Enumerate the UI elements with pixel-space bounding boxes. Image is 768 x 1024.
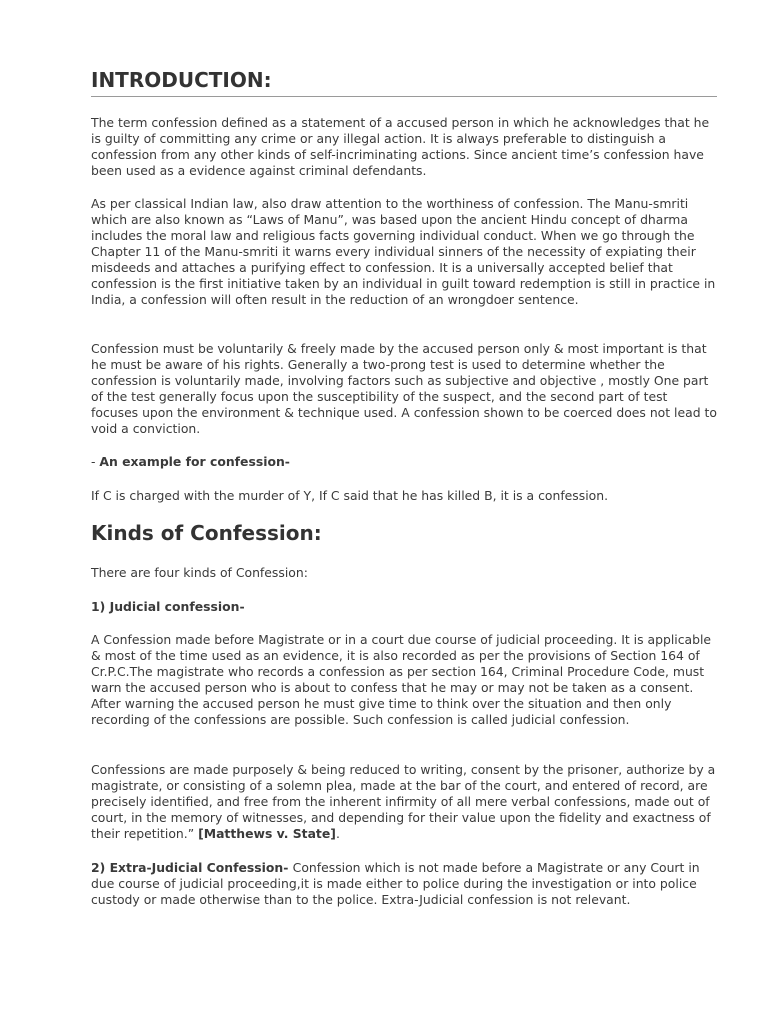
intro-paragraph-3: Confession must be voluntarily & freely made by the accused person only & most important is that he must be aware of his rights. Generally a two-prong test is used to determine whether the confession is voluntarily made, involving factors such as subjective and objective , mostly One part of the test generally focus upon the susceptibility of the suspect, and the second part of test focuses upon the environment & technique used. A confession shown to be coerced does not lead to void a conviction. [91,341,717,436]
intro-paragraph-2: As per classical Indian law, also draw attention to the worthiness of confession. The Manu-smriti which are also known as “Laws of Manu”, was based upon the ancient Hindu concept of dharma includes the moral law and religious facts governing individual conduct. When we go through the Chapter 11 of the Manu-smriti it warns every individual sinners of the necessity of expiating their misdeeds and attaches a purifying effect to confession. It is a universally accepted belief that confession is the first initiative taken by an individual in guilt toward redemption is still in practice in India, a confession will often result in the reduction of an wrongdoer sentence. [91,196,716,307]
example-prefix: - [91,454,100,469]
judicial-paragraph-2-text: Confessions are made purposely & being reduced to writing, consent by the prisoner, authorize by a magistrate, or consisting of a solemn plea, made at the bar of the court, and entered of record, are precisely identified, and free from the inherent infirmity of all mere verbal confessions, made out of court, in the memory of witnesses, and depending for their value upon the fidelity and exactness of their repetition.” [91,762,716,841]
example-label: An example for confession- [99,454,290,469]
extra-judicial-paragraph [91,860,717,908]
intro-heading: INTRODUCTION: [91,68,717,97]
judicial-paragraph-2 [91,762,717,842]
example-heading [91,454,717,470]
extra-judicial-text: Confession which is not made before a Magistrate or any Court in due course of judicial proceeding,it is made either to police during the investigation or into police custody or made otherwise than to the police. Extra-Judicial confession is not relevant. [91,860,700,907]
judicial-paragraph-1: A Confession made before Magistrate or in a court due course of judicial proceeding. It is applicable & most of the time used as an evidence, it is also recorded as per the provisions of Section 164 of Cr.P.C.The magistrate who records a confession as per section 164, Criminal Procedure Code, must warn the accused person who is about to confess that he may or may not be taken as a consent. After warning the accused person he must give time to think over the situation and then only recording of the confessions are possible. Such confession is called judicial confession. [91,632,712,727]
judicial-heading: 1) Judicial confession- [91,599,245,614]
intro-paragraph-1: The term confession defined as a statement of a accused person in which he acknowledges that he is guilty of committing any crime or any illegal action. It is always preferable to distinguish a confession from any other kinds of self-incriminating actions. Since ancient time’s confession have been used as a evidence against criminal defendants. [91,115,710,178]
kinds-lead: There are four kinds of Confession: [91,565,308,580]
judicial-citation-end: . [335,826,340,841]
extra-judicial-label: 2) Extra-Judicial Confession- [91,860,293,875]
judicial-citation: [Matthews v. State] [198,826,336,841]
kinds-heading: Kinds of Confession: [91,521,322,545]
example-text: If C is charged with the murder of Y, If C said that he has killed B, it is a confession. [91,488,609,503]
